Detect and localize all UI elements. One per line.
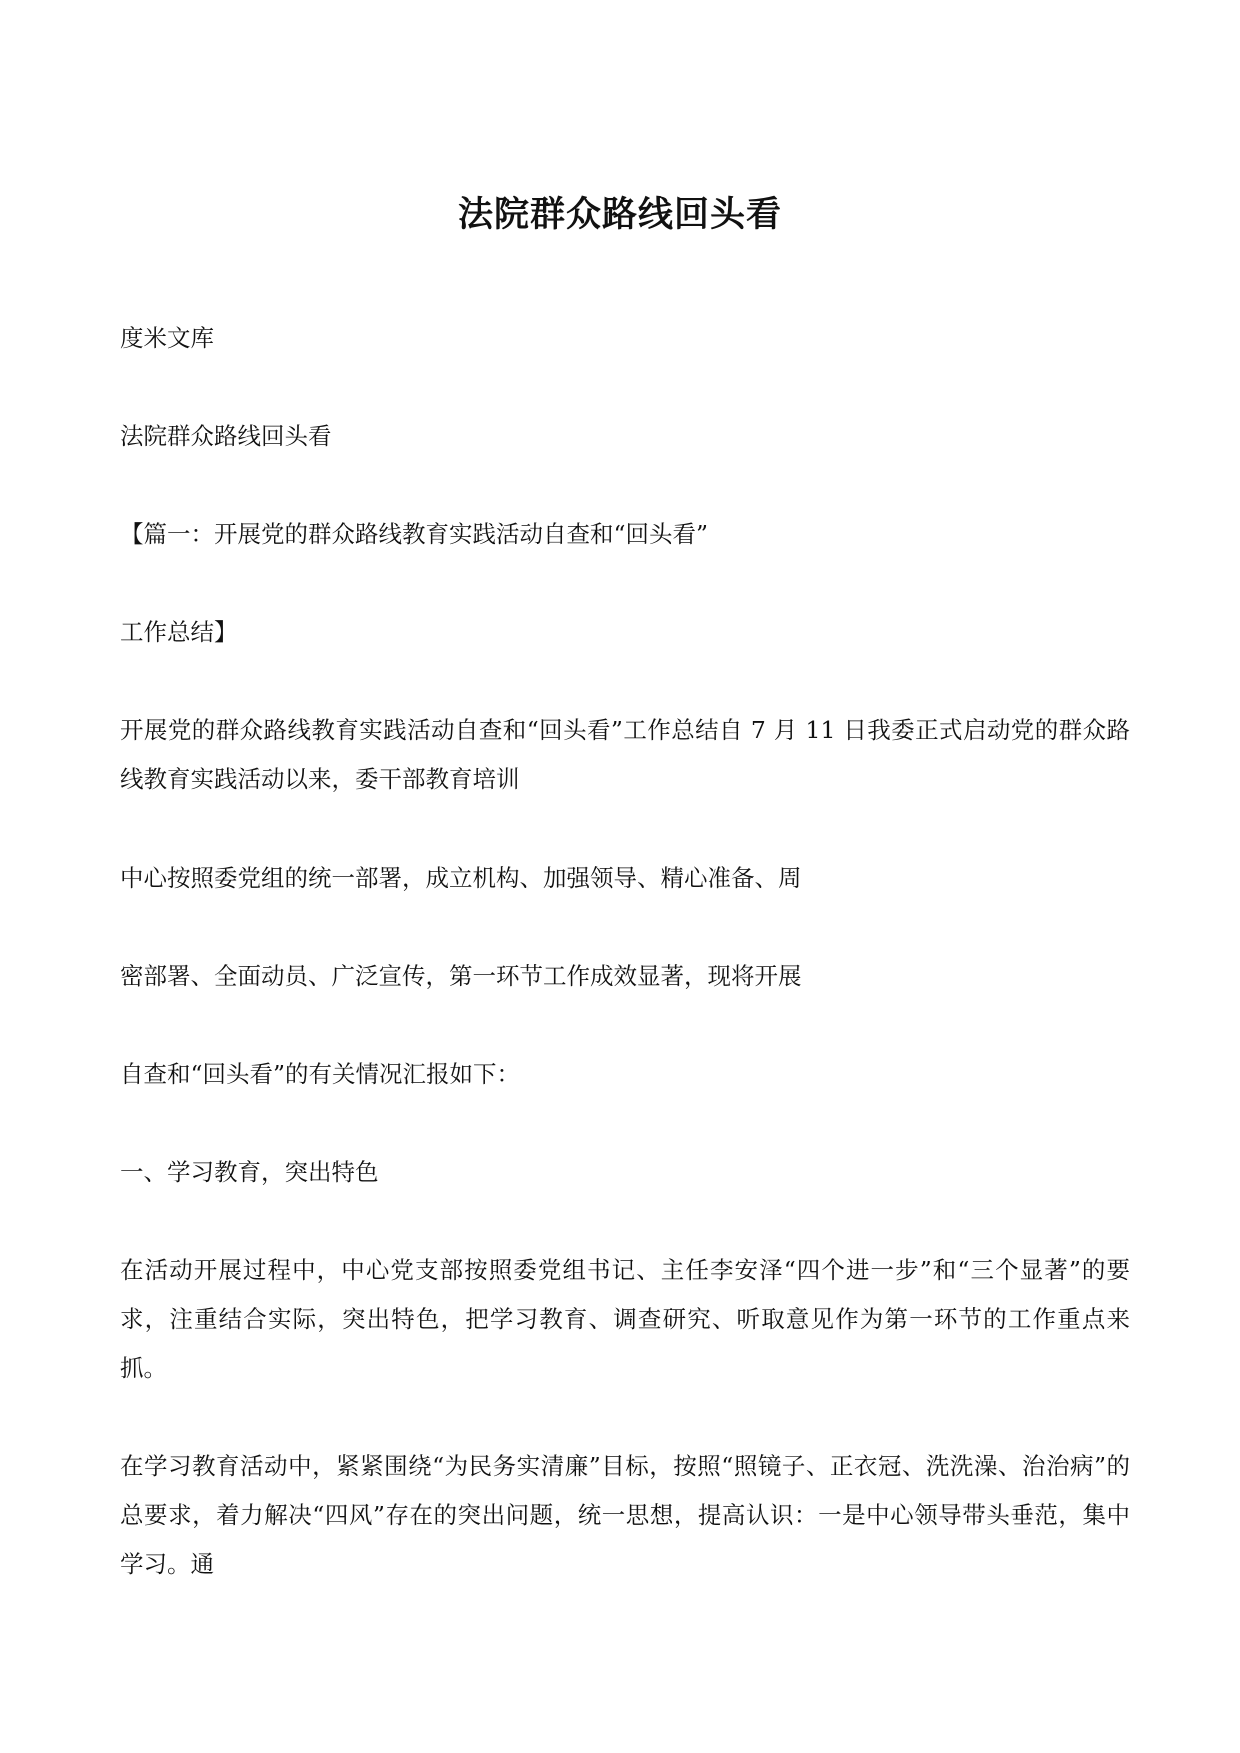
body-paragraph: 密部署、全面动员、广泛宣传，第一环节工作成效显著，现将开展 bbox=[120, 962, 802, 990]
section-heading: 一、学习教育，突出特色 bbox=[120, 1158, 379, 1186]
source-label: 度米文库 bbox=[120, 324, 214, 352]
section-heading-part1: 【篇一：开展党的群众路线教育实践活动自查和“回头看” bbox=[120, 520, 709, 548]
body-paragraph: 中心按照委党组的统一部署，成立机构、加强领导、精心准备、周 bbox=[120, 864, 802, 892]
body-paragraph: 在活动开展过程中，中心党支部按照委党组书记、主任李安泽“四个进一步”和“三个显著”的要求，注重结合实际，突出特色，把学习教育、调查研究、听取意见作为第一环节的工作重点来抓。 bbox=[120, 1256, 1130, 1382]
body-paragraph: 在学习教育活动中，紧紧围绕“为民务实清廉”目标，按照“照镜子、正衣冠、洗洗澡、治治病”的总要求，着力解决“四风”存在的突出问题，统一思想，提高认识：一是中心领导带头垂范，集中学习。通 bbox=[120, 1452, 1130, 1578]
subtitle: 法院群众路线回头看 bbox=[120, 422, 332, 450]
body-paragraph: 开展党的群众路线教育实践活动自查和“回头看”工作总结自 7 月 11 日我委正式启动党的群众路线教育实践活动以来，委干部教育培训 bbox=[120, 716, 1130, 793]
document-title: 法院群众路线回头看 bbox=[457, 194, 782, 235]
body-paragraph: 自查和“回头看”的有关情况汇报如下： bbox=[120, 1060, 521, 1088]
section-heading-part2: 工作总结】 bbox=[120, 618, 238, 646]
